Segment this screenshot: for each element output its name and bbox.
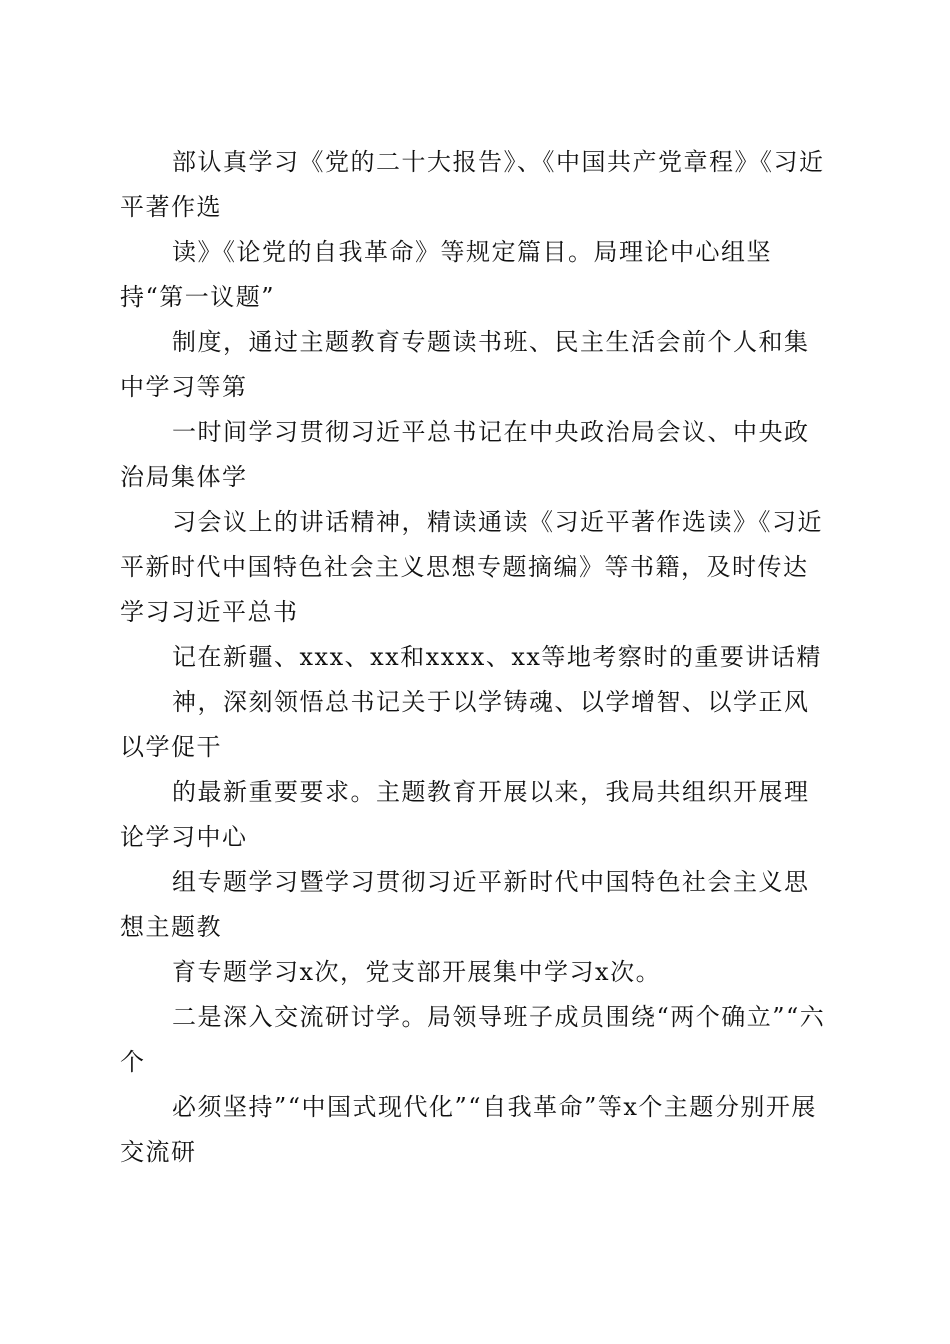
paragraph-3: 制度，通过主题教育专题读书班、民主生活会前个人和集中学习等第: [120, 328, 810, 401]
paragraph-2: 读》《论党的自我革命》等规定篇目。局理论中心组坚持“第一议题”: [120, 238, 772, 311]
paragraph-5: 习会议上的讲话精神，精读通读《习近平著作选读》《习近平新时代中国特色社会主义思想专题摘编》等书籍，及时传达学习习近平总书: [120, 508, 823, 626]
paragraph-8: 的最新重要要求。主题教育开展以来，我局共组织开展理论学习中心: [120, 778, 810, 851]
document-body: [120, 140, 830, 1175]
paragraph-6: 记在新疆、xxx、xx和xxxx、xx等地考察时的重要讲话精: [172, 643, 822, 671]
paragraph-4: 一时间学习贯彻习近平总书记在中央政治局会议、中央政治局集体学: [120, 418, 810, 491]
paragraph-12: 必须坚持”“中国式现代化”“自我革命”等x个主题分别开展交流研: [120, 1093, 817, 1166]
paragraph-9: 组专题学习暨学习贯彻习近平新时代中国特色社会主义思想主题教: [120, 868, 810, 941]
paragraph-11: 二是深入交流研讨学。局领导班子成员围绕“两个确立”“六个: [120, 1003, 826, 1076]
paragraph-1: 部认真学习《党的二十大报告》、《中国共产党章程》《习近平著作选: [120, 148, 825, 221]
paragraph-7: 神，深刻领悟总书记关于以学铸魂、以学增智、以学正风以学促干: [120, 688, 810, 761]
paragraph-10: 育专题学习x次，党支部开展集中学习x次。: [172, 958, 662, 986]
